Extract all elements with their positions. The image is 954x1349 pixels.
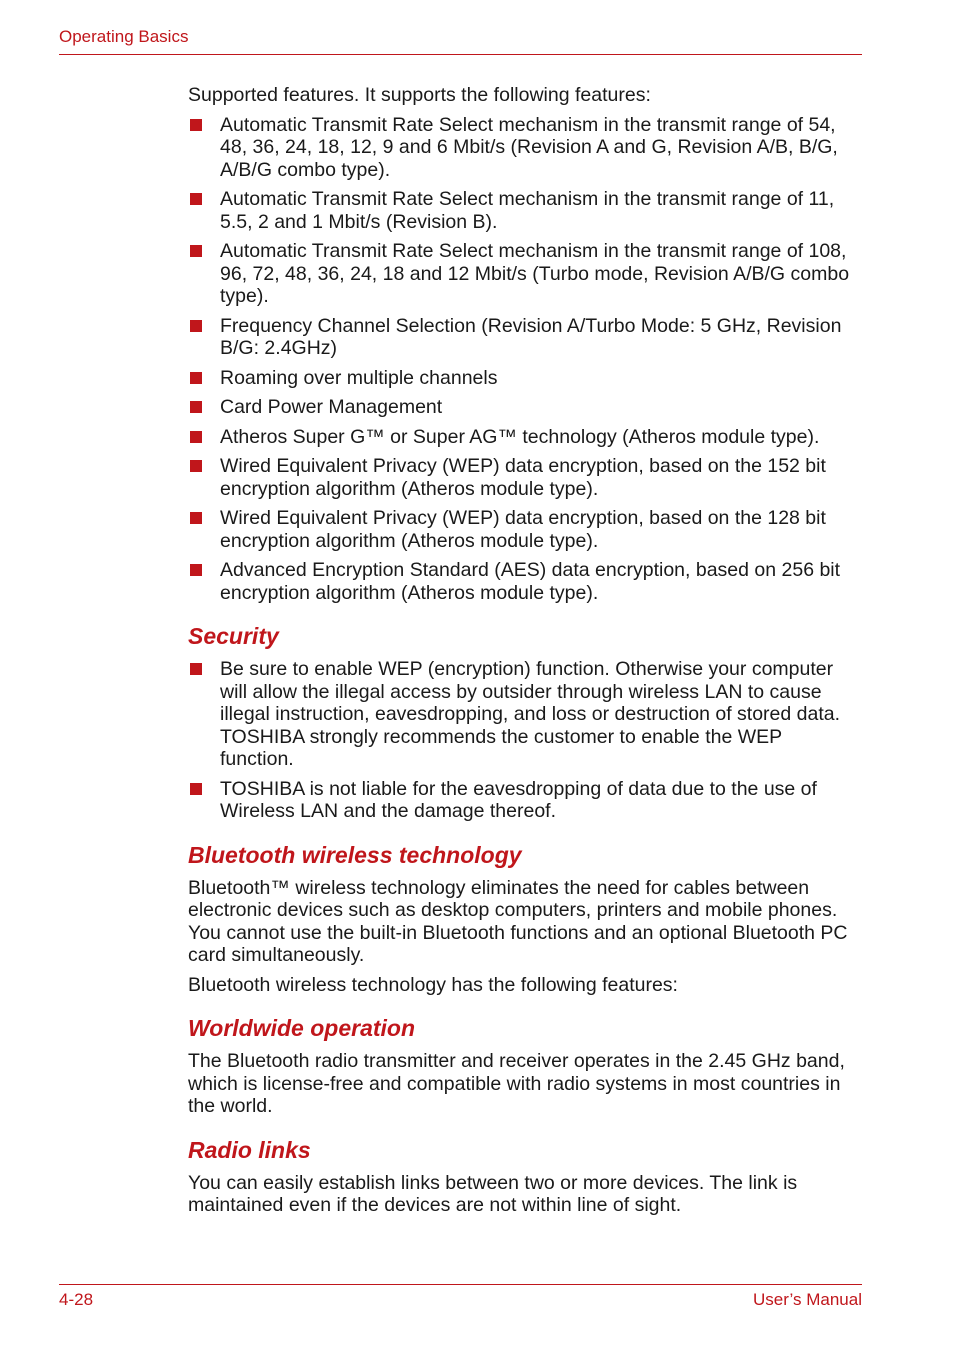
list-item: Automatic Transmit Rate Select mechanism in the transmit range of 108, 96, 72, 48, 36, 24, 18 and 12 Mbit/s (Turbo mode, Revision A/B/G combo type). [188,240,860,308]
square-bullet-icon [190,783,202,795]
list-item: Roaming over multiple channels [188,367,860,390]
worldwide-paragraph: The Bluetooth radio transmitter and receiver operates in the 2.45 GHz band, which is license-free and compatible with radio systems in most countries in the world. [188,1050,845,1117]
features-list [188,114,860,605]
square-bullet-icon [190,119,202,131]
bluetooth-paragraph: Bluetooth™ wireless technology eliminates the need for cables between electronic devices such as desktop computers, printers and mobile phones. You cannot use the built-in Bluetooth functions and an optional Bluetooth PC card simultaneously. [188,876,848,966]
list-item: Be sure to enable WEP (encryption) function. Otherwise your computer will allow the illegal access by outsider through wireless LAN to cause illegal instruction, eavesdropping, and loss or destruction of stored data. TOSHIBA strongly recommends the customer to enable the WEP function. [188,658,860,771]
square-bullet-icon [190,460,202,472]
list-item: Card Power Management [188,396,860,419]
list-item: Atheros Super G™ or Super AG™ technology (Atheros module type). [188,426,860,449]
square-bullet-icon [190,431,202,443]
list-item: TOSHIBA is not liable for the eavesdropping of data due to the use of Wireless LAN and the damage thereof. [188,778,860,823]
radio-links-heading: Radio links [188,1136,311,1163]
list-item: Automatic Transmit Rate Select mechanism in the transmit range of 11, 5.5, 2 and 1 Mbit/s (Revision B). [188,188,860,233]
bluetooth-heading: Bluetooth wireless technology [188,841,522,868]
worldwide-heading: Worldwide operation [188,1015,416,1041]
square-bullet-icon [190,564,202,576]
security-list [188,658,860,823]
footer-rule [59,1284,862,1285]
features-intro: Supported features. It supports the following features: [188,84,651,106]
bluetooth-features-intro: Bluetooth wireless technology has the following features: [188,973,678,996]
square-bullet-icon [190,401,202,413]
list-item: Wired Equivalent Privacy (WEP) data encryption, based on the 128 bit encryption algorithm (Atheros module type). [188,507,860,552]
header-rule [59,54,862,55]
list-item: Advanced Encryption Standard (AES) data encryption, based on 256 bit encryption algorithm (Atheros module type). [188,559,860,604]
square-bullet-icon [190,320,202,332]
security-heading: Security [188,623,279,649]
square-bullet-icon [190,193,202,205]
radio-links-paragraph: You can easily establish links between two or more devices. The link is maintained even if the devices are not within line of sight. [188,1171,798,1216]
running-header: Operating Basics [59,27,189,46]
square-bullet-icon [190,512,202,524]
page-number: 4-28 [59,1290,94,1309]
square-bullet-icon [190,245,202,257]
square-bullet-icon [190,372,202,384]
list-item: Automatic Transmit Rate Select mechanism in the transmit range of 54, 48, 36, 24, 18, 12, 9 and 6 Mbit/s (Revision A and G, Revision A/B, B/G, A/B/G combo type). [188,114,860,182]
square-bullet-icon [190,663,202,675]
manual-title: User’s Manual [753,1290,862,1309]
list-item: Wired Equivalent Privacy (WEP) data encryption, based on the 152 bit encryption algorithm (Atheros module type). [188,455,860,500]
list-item: Frequency Channel Selection (Revision A/Turbo Mode: 5 GHz, Revision B/G: 2.4GHz) [188,315,860,360]
page-content [188,84,860,1224]
